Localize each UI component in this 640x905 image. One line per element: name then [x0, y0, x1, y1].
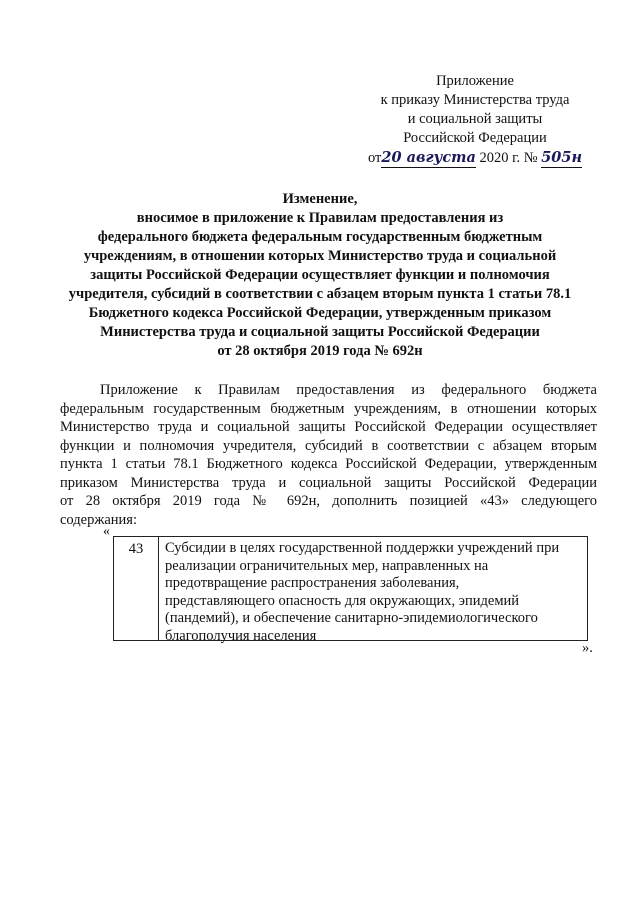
order-date-line [350, 148, 600, 168]
body-paragraph [60, 381, 597, 529]
body-line: от 28 октября 2019 года № 692н, дополнить позицией «43» следующего [60, 493, 597, 509]
body-line: Министерство труда и социальной защиты Российской Федерации осуществляет [60, 419, 597, 435]
header-line-order: к приказу Министерства труда [380, 92, 570, 108]
body-line: функции и полномочия учредителя, субсидий в соответствии с абзацем вторым [60, 437, 597, 454]
year-number-label: 2020 г. № [479, 150, 538, 166]
title-line: Министерства труда и социальной защиты Российской Федерации [100, 324, 540, 340]
position-text-line: предотвращение распространения заболевания, [165, 575, 460, 591]
title-line: Бюджетного кодекса Российской Федерации, утвержденным приказом [88, 305, 552, 321]
title-line: от 28 октября 2019 года № 692н [217, 343, 423, 359]
handwritten-order-number: 505н [541, 149, 583, 166]
appendix-header [350, 72, 600, 168]
title-line: Изменение, [282, 191, 358, 207]
position-text-line: реализации ограничительных мер, направленных на [165, 557, 489, 574]
header-line-ministry: и социальной защиты [407, 111, 543, 127]
closing-quote: ». [582, 640, 593, 656]
body-line: Приложение к Правилам предоставления из федерального бюджета [100, 382, 597, 398]
title-line: федерального бюджета федеральным государственным бюджетным [97, 229, 543, 245]
body-line: приказом Министерства труда и социальной защиты Российской Федерации [60, 474, 597, 491]
position-text [159, 537, 587, 644]
body-line: пункта 1 статьи 78.1 Бюджетного кодекса Российской Федерации, утвержденным [60, 456, 597, 472]
title-line: вносимое в приложение к Правилам предоставления из [136, 210, 504, 226]
opening-quote: « [103, 524, 110, 539]
title-line: учреждениям, в отношении которых Министерство труда и социальной [83, 248, 557, 264]
position-number: 43 [114, 537, 159, 640]
position-table [113, 536, 588, 644]
date-prefix: от [367, 150, 382, 166]
body-line: федеральным государственным бюджетным учреждениям, в отношении которых [60, 400, 597, 417]
position-text-line: представляющего опасность для окружающих, эпидемий [165, 592, 520, 609]
position-text-line: (пандемий), и обеспечение санитарно-эпидемиологического [165, 610, 538, 626]
header-line-appendix: Приложение [436, 73, 514, 89]
header-line-federation: Российской Федерации [403, 130, 547, 146]
title-line: защиты Российской Федерации осуществляет функции и полномочия [90, 267, 550, 283]
position-text-line: благополучия населения [165, 627, 317, 644]
title-line: учредителя, субсидий в соответствии с абзацем вторым пункта 1 статьи 78.1 [68, 286, 572, 302]
document-title [60, 190, 580, 361]
position-text-line: Субсидии в целях государственной поддержки учреждений при [165, 540, 560, 556]
handwritten-date: 20 августа [381, 149, 476, 166]
body-line: содержания: [60, 511, 138, 528]
